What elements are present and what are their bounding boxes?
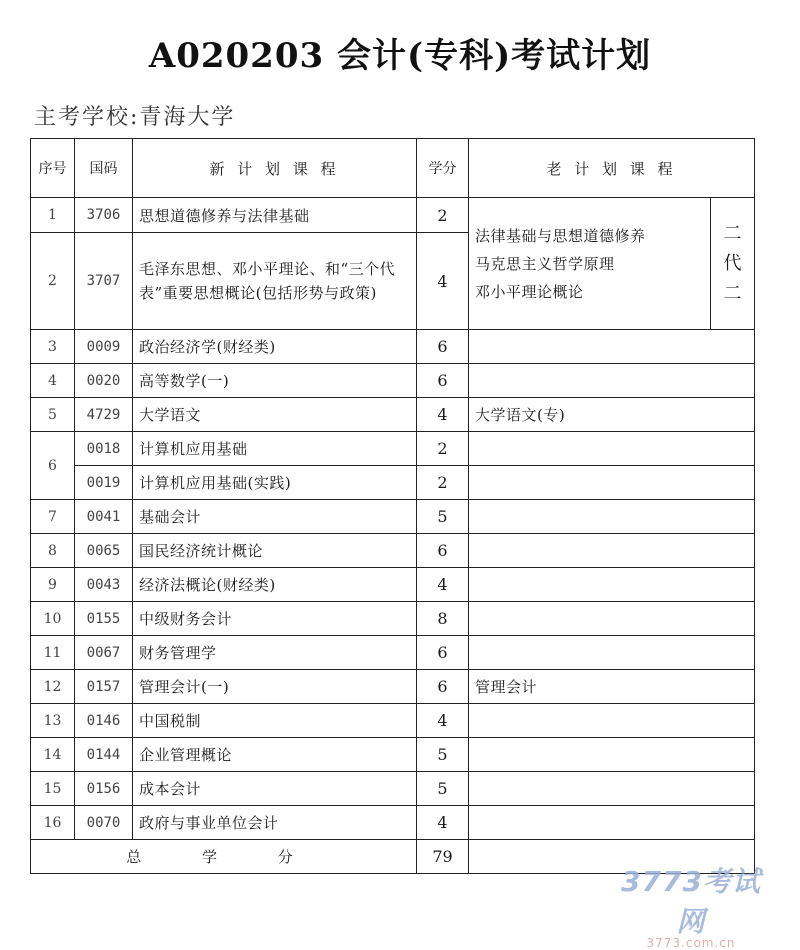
old-course-side-note xyxy=(711,198,755,330)
table-row xyxy=(31,670,755,704)
row-seq: 8 xyxy=(31,534,75,568)
table-row xyxy=(31,806,755,840)
table-row xyxy=(31,602,755,636)
watermark-url: 3773.com.cn xyxy=(646,936,736,950)
row-old-course xyxy=(469,364,755,398)
table-row xyxy=(31,568,755,602)
row-code: 0065 xyxy=(75,534,133,568)
old-course-group xyxy=(469,198,711,330)
table-row xyxy=(31,198,755,233)
host-school: 主考学校:青海大学 xyxy=(34,105,236,130)
row-course: 计算机应用基础 xyxy=(133,432,417,466)
row-credit: 6 xyxy=(417,636,469,670)
row-course: 计算机应用基础(实践) xyxy=(133,466,417,500)
side-char: 二 xyxy=(723,222,742,244)
row-course: 成本会计 xyxy=(133,772,417,806)
table-row xyxy=(31,534,755,568)
row-credit: 5 xyxy=(417,772,469,806)
row-course: 毛泽东思想、邓小平理论、和“三个代表”重要思想概论(包括形势与政策) xyxy=(133,233,417,330)
row-course: 政治经济学(财经类) xyxy=(133,330,417,364)
row-seq: 4 xyxy=(31,364,75,398)
row-seq: 15 xyxy=(31,772,75,806)
row-code: 0155 xyxy=(75,602,133,636)
row-code: 0041 xyxy=(75,500,133,534)
row-code: 4729 xyxy=(75,398,133,432)
table-row xyxy=(31,466,755,500)
row-seq: 6 xyxy=(31,432,75,500)
old-course-item: 法律基础与思想道德修养 xyxy=(475,226,646,245)
table-row xyxy=(31,636,755,670)
table-row xyxy=(31,398,755,432)
header-credit: 学分 xyxy=(417,139,469,198)
row-credit: 5 xyxy=(417,738,469,772)
row-credit: 6 xyxy=(417,330,469,364)
row-credit: 4 xyxy=(417,704,469,738)
row-code: 0157 xyxy=(75,670,133,704)
row-credit: 4 xyxy=(417,806,469,840)
side-char: 二 xyxy=(723,282,742,304)
row-seq: 7 xyxy=(31,500,75,534)
row-old-course xyxy=(469,806,755,840)
row-credit: 4 xyxy=(417,233,469,330)
row-seq: 1 xyxy=(31,198,75,233)
row-old-course xyxy=(469,738,755,772)
row-credit: 2 xyxy=(417,432,469,466)
table-header-row xyxy=(31,139,755,198)
row-code: 0146 xyxy=(75,704,133,738)
row-seq: 11 xyxy=(31,636,75,670)
row-code: 0019 xyxy=(75,466,133,500)
row-credit: 4 xyxy=(417,568,469,602)
old-course-item: 马克思主义哲学原理 xyxy=(475,254,615,273)
row-course: 政府与事业单位会计 xyxy=(133,806,417,840)
header-new-course: 新 计 划 课 程 xyxy=(133,139,417,198)
row-seq: 12 xyxy=(31,670,75,704)
row-course: 思想道德修养与法律基础 xyxy=(133,198,417,233)
row-old-course xyxy=(469,534,755,568)
row-old-course xyxy=(469,636,755,670)
row-old-course xyxy=(469,466,755,500)
old-course-item: 邓小平理论概论 xyxy=(475,282,584,301)
row-old-course xyxy=(469,568,755,602)
row-credit: 5 xyxy=(417,500,469,534)
header-code: 国码 xyxy=(75,139,133,198)
table-row xyxy=(31,738,755,772)
row-seq: 2 xyxy=(31,233,75,330)
row-code: 0009 xyxy=(75,330,133,364)
row-old-course xyxy=(469,772,755,806)
row-old-course: 管理会计 xyxy=(469,670,755,704)
row-seq: 9 xyxy=(31,568,75,602)
row-credit: 2 xyxy=(417,198,469,233)
header-seq: 序号 xyxy=(31,139,75,198)
table-row xyxy=(31,500,755,534)
row-old-course xyxy=(469,704,755,738)
row-credit: 2 xyxy=(417,466,469,500)
row-code: 0144 xyxy=(75,738,133,772)
total-label: 总 学 分 xyxy=(31,840,417,874)
row-credit: 8 xyxy=(417,602,469,636)
row-course: 高等数学(一) xyxy=(133,364,417,398)
row-course: 基础会计 xyxy=(133,500,417,534)
row-seq: 13 xyxy=(31,704,75,738)
row-credit: 6 xyxy=(417,534,469,568)
row-course: 经济法概论(财经类) xyxy=(133,568,417,602)
header-old-course: 老 计 划 课 程 xyxy=(469,139,755,198)
row-seq: 16 xyxy=(31,806,75,840)
row-code: 0070 xyxy=(75,806,133,840)
row-credit: 6 xyxy=(417,364,469,398)
row-code: 0067 xyxy=(75,636,133,670)
table-row xyxy=(31,330,755,364)
row-course: 国民经济统计概论 xyxy=(133,534,417,568)
row-old-course xyxy=(469,432,755,466)
row-old-course xyxy=(469,602,755,636)
page-title: A020203 会计(专科)考试计划 xyxy=(148,36,652,76)
row-course: 中国税制 xyxy=(133,704,417,738)
row-code: 0020 xyxy=(75,364,133,398)
watermark-brand: 3773考试网 xyxy=(621,865,761,938)
row-seq: 3 xyxy=(31,330,75,364)
table-row xyxy=(31,432,755,466)
row-code: 0043 xyxy=(75,568,133,602)
row-old-course xyxy=(469,330,755,364)
row-code: 0018 xyxy=(75,432,133,466)
row-credit: 6 xyxy=(417,670,469,704)
exam-plan-table xyxy=(30,138,755,874)
row-code: 0156 xyxy=(75,772,133,806)
row-seq: 10 xyxy=(31,602,75,636)
row-seq: 5 xyxy=(31,398,75,432)
row-code: 3707 xyxy=(75,233,133,330)
side-char: 代 xyxy=(723,252,742,274)
row-old-course: 大学语文(专) xyxy=(469,398,755,432)
table-row xyxy=(31,364,755,398)
row-seq: 14 xyxy=(31,738,75,772)
table-row xyxy=(31,772,755,806)
row-course: 中级财务会计 xyxy=(133,602,417,636)
row-course: 财务管理学 xyxy=(133,636,417,670)
row-old-course xyxy=(469,500,755,534)
row-course: 大学语文 xyxy=(133,398,417,432)
row-course: 管理会计(一) xyxy=(133,670,417,704)
site-watermark xyxy=(616,860,766,950)
row-code: 3706 xyxy=(75,198,133,233)
row-credit: 4 xyxy=(417,398,469,432)
table-row xyxy=(31,704,755,738)
row-course: 企业管理概论 xyxy=(133,738,417,772)
total-credit: 79 xyxy=(417,840,469,874)
